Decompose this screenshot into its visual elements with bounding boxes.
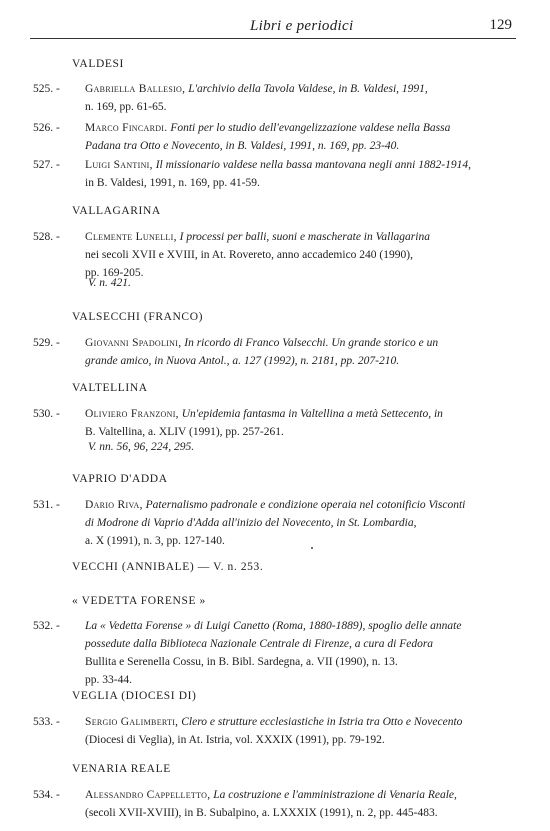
entry-line: Clero e strutture ecclesiastiche in Istria tra Otto e Novecento bbox=[178, 716, 463, 728]
entry-author: Sergio Galimberti, bbox=[85, 716, 179, 728]
section-heading: « VEDETTA FORENSE » bbox=[72, 595, 206, 607]
entry-number: 528. - bbox=[33, 231, 60, 243]
running-title: Libri e periodici bbox=[250, 18, 354, 34]
cross-reference: V. nn. 56, 96, 224, 295. bbox=[88, 441, 195, 453]
section-heading: VALSECCHI (FRANCO) bbox=[72, 311, 204, 323]
entry-number: 527. - bbox=[33, 159, 60, 171]
entry-line: In ricordo di Franco Valsecchi. Un grande storico e un bbox=[181, 337, 439, 349]
entry-line: a. X (1991), n. 3, pp. 127-140. bbox=[85, 535, 225, 547]
entry-number: 526. - bbox=[33, 122, 60, 134]
entry-line: grande amico, in Nuova Antol., a. 127 (1992), n. 2181, pp. 207-210. bbox=[85, 355, 400, 367]
entry-line: pp. 33-44. bbox=[85, 674, 132, 686]
entry-author: Gabriella Ballesio, bbox=[85, 83, 186, 95]
section-heading: VALDESI bbox=[72, 58, 124, 70]
entry-author: Luigi Santini, bbox=[85, 159, 153, 171]
entry-author: Dario Riva, bbox=[85, 499, 143, 511]
entry-author: Oliviero Franzoni, bbox=[85, 408, 179, 420]
entry-line: L'archivio della Tavola Valdese, in B. Valdesi, 1991, bbox=[185, 83, 428, 95]
entry-line: Il missionario valdese nella bassa mantovana negli anni 1882-1914, bbox=[152, 159, 471, 171]
bibliography-entry bbox=[33, 334, 511, 370]
section-heading: VALLAGARINA bbox=[72, 205, 161, 217]
entry-line: Un'epidemia fantasma in Valtellina a metà Settecento, in bbox=[178, 408, 443, 420]
entry-author: Alessandro Cappelletto, bbox=[85, 789, 211, 801]
entry-line: n. 169, pp. 61-65. bbox=[85, 101, 167, 113]
entry-line: in B. Valdesi, 1991, n. 169, pp. 41-59. bbox=[85, 177, 260, 189]
entry-line: (secoli XVII-XVIII), in B. Subalpino, a. LXXXIX (1991), n. 2, pp. 445-483. bbox=[85, 807, 438, 819]
entry-author: Marco Fincardi. bbox=[85, 122, 168, 134]
entry-line: nei secoli XVII e XVIII, in At. Rovereto, anno accademico 240 (1990), bbox=[85, 249, 413, 261]
section-heading: VALTELLINA bbox=[72, 382, 148, 394]
entry-number: 529. - bbox=[33, 337, 60, 349]
running-header bbox=[30, 16, 516, 39]
cross-reference: V. n. 421. bbox=[88, 277, 131, 289]
printing-speck bbox=[311, 547, 313, 549]
entry-number: 530. - bbox=[33, 408, 60, 420]
entry-line: B. Valtellina, a. XLIV (1991), pp. 257-261. bbox=[85, 426, 284, 438]
entry-line: Padana tra Otto e Novecento, in B. Valdesi, 1991, n. 169, pp. 23-40. bbox=[85, 140, 400, 152]
bibliography-entry bbox=[33, 156, 511, 192]
entry-author: Giovanni Spadolini, bbox=[85, 337, 182, 349]
section-heading: VECCHI (ANNIBALE) — V. n. 253. bbox=[72, 561, 264, 573]
section-heading: VENARIA REALE bbox=[72, 763, 171, 775]
bibliography-entry bbox=[33, 617, 511, 689]
bibliography-entry bbox=[33, 496, 511, 550]
entry-number: 533. - bbox=[33, 716, 60, 728]
bibliography-entry bbox=[33, 405, 511, 441]
entry-line: La costruzione e l'amministrazione di Venaria Reale, bbox=[210, 789, 457, 801]
bibliography-entry bbox=[33, 119, 511, 155]
bibliography-entry bbox=[33, 713, 511, 749]
entry-number: 531. - bbox=[33, 499, 60, 511]
entry-number: 534. - bbox=[33, 789, 60, 801]
entry-line: Paternalismo padronale e condizione operaia nel cotonificio Visconti bbox=[142, 499, 466, 511]
bibliography-entry bbox=[33, 80, 511, 116]
page-number: 129 bbox=[489, 17, 512, 33]
entry-line: Fonti per lo studio dell'evangelizzazione valdese nella Bassa bbox=[167, 122, 451, 134]
section-heading: VAPRIO D'ADDA bbox=[72, 473, 168, 485]
entry-line: La « Vedetta Forense » di Luigi Canetto (Roma, 1880-1889), spoglio delle annate bbox=[85, 620, 462, 632]
entry-number: 532. - bbox=[33, 620, 60, 632]
entry-line: pp. 169-205. bbox=[85, 267, 144, 279]
entry-line: (Diocesi di Veglia), in At. Istria, vol. XXXIX (1991), pp. 79-192. bbox=[85, 734, 385, 746]
section-heading: VEGLIA (DIOCESI DI) bbox=[72, 690, 197, 702]
entry-author: Clemente Lunelli, bbox=[85, 231, 177, 243]
entry-line: Bullita e Serenella Cossu, in B. Bibl. Sardegna, a. VII (1990), n. 13. bbox=[85, 656, 398, 668]
entry-line: di Modrone di Vaprio d'Adda all'inizio del Novecento, in St. Lombardia, bbox=[85, 517, 417, 529]
entry-line: possedute dalla Biblioteca Nazionale Centrale di Firenze, a cura di Fedora bbox=[85, 638, 434, 650]
entry-line: I processi per balli, suoni e mascherate in Vallagarina bbox=[176, 231, 430, 243]
entry-number: 525. - bbox=[33, 83, 60, 95]
bibliography-entry bbox=[33, 228, 511, 282]
bibliography-entry bbox=[33, 786, 511, 822]
